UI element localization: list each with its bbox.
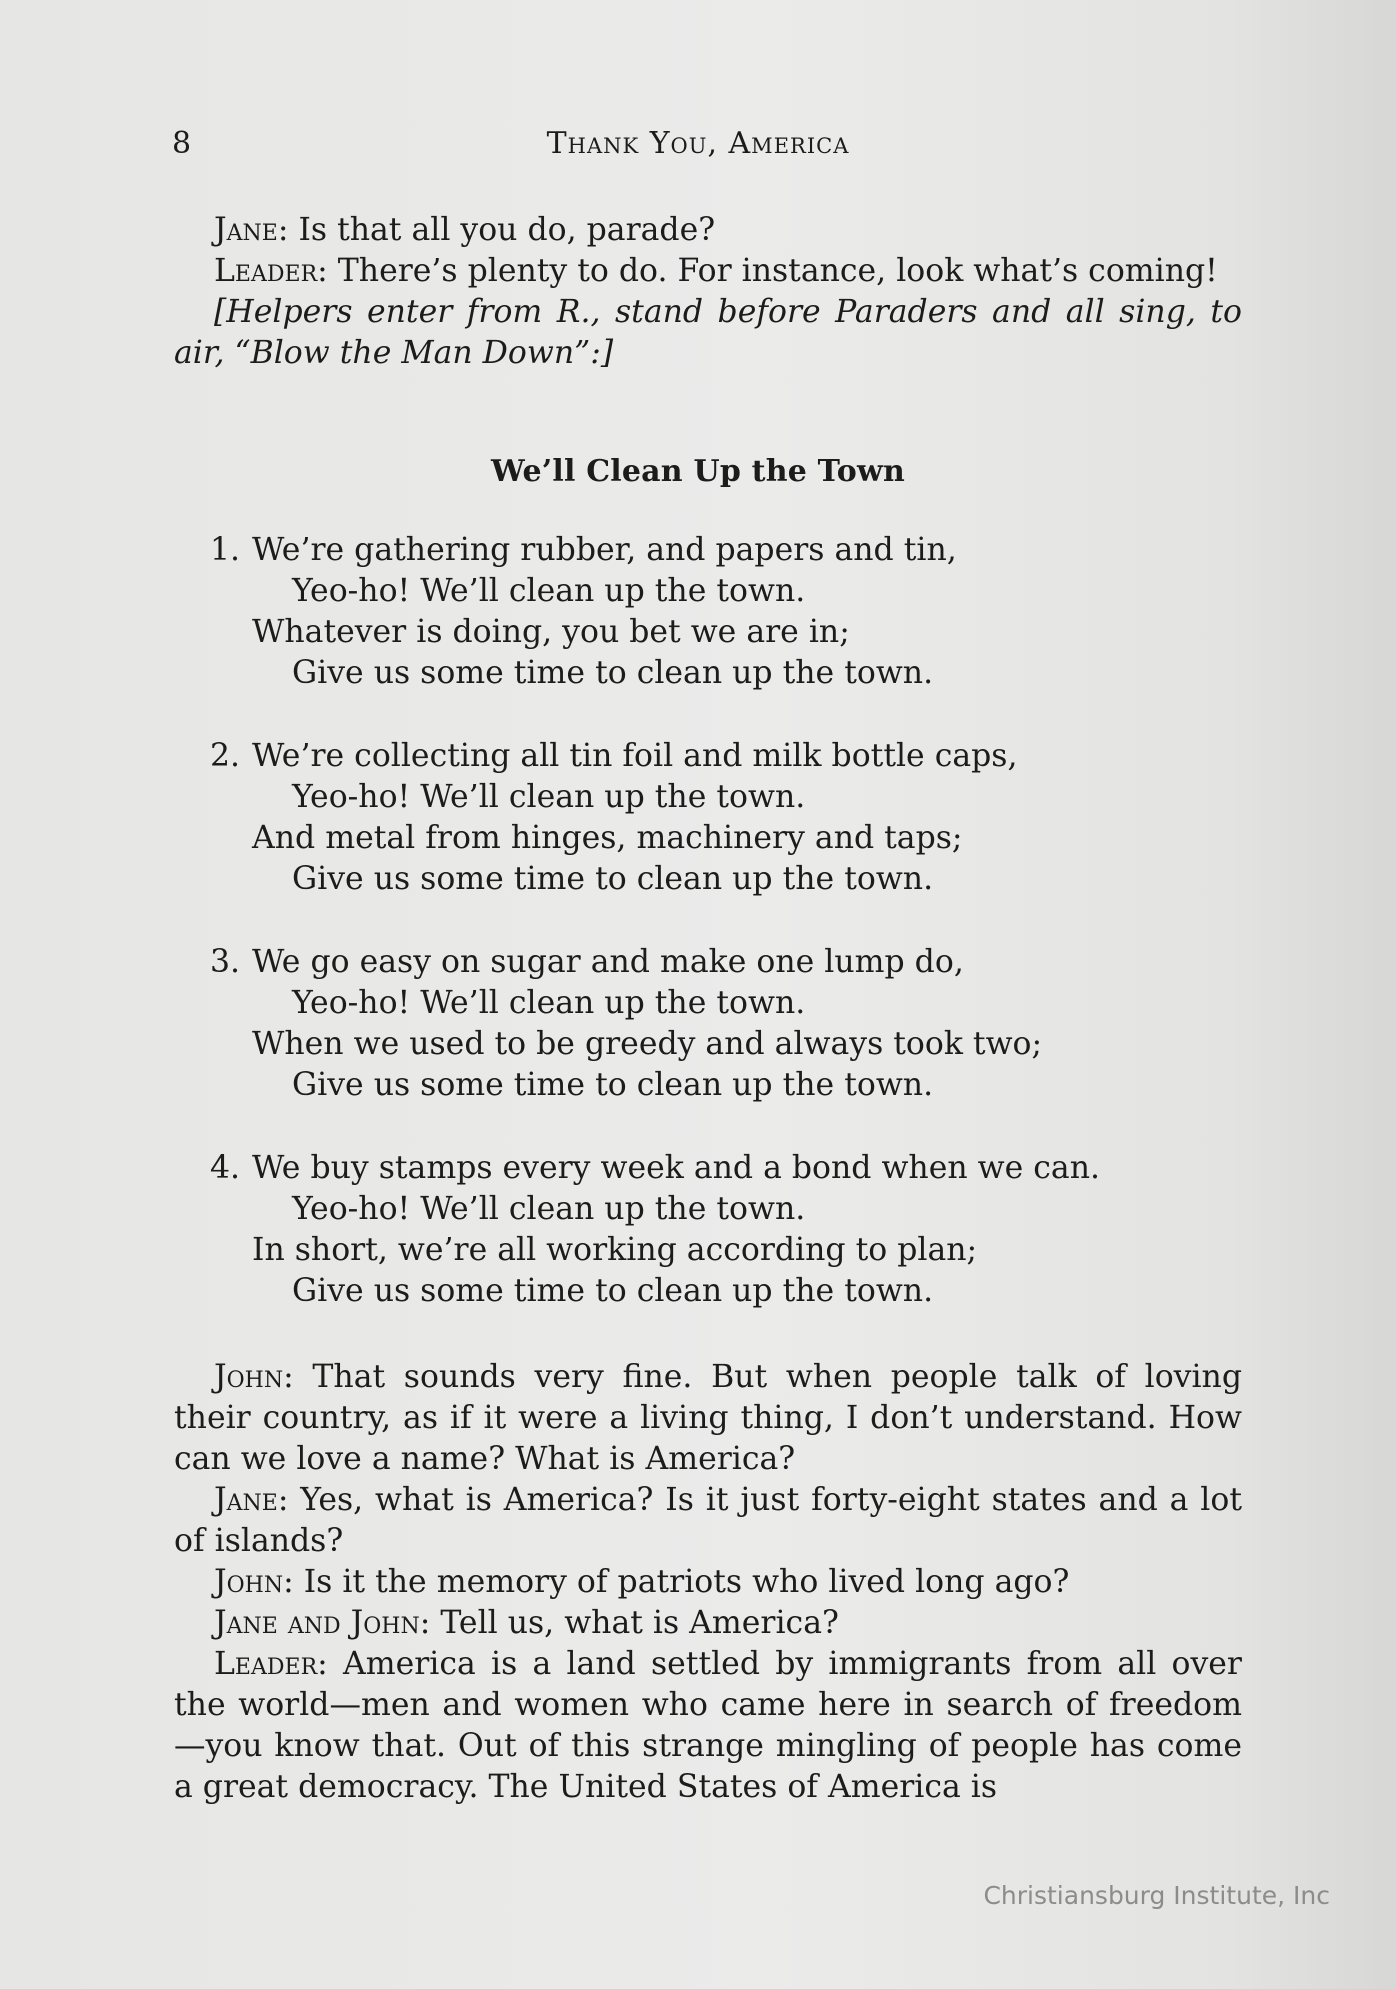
verse-refrain-line: Give us some time to clean up the town. [292, 1273, 934, 1309]
running-head: Thank You, America [546, 126, 850, 161]
speaker-name: John [214, 1359, 284, 1395]
song-title: We’ll Clean Up the Town [491, 454, 905, 489]
verse-refrain-line: Yeo-ho! We’ll clean up the town. [292, 985, 806, 1021]
watermark: Christiansburg Institute, Inc [983, 1881, 1330, 1910]
dialogue-line-john [174, 1357, 1242, 1480]
verse-line: In short, we’re all working according to plan; [252, 1232, 978, 1268]
verse-line: We’re gathering rubber, and papers and tin, [252, 532, 957, 568]
intro-line-leader [174, 251, 1242, 292]
speaker-name: Jane [214, 1482, 278, 1518]
speech-text: : America is a land settled by immigrants from all over the world—men and women who came here in search of freedom—you know that. Out of this strange mingling of people has come a great democracy. The United States of America is [174, 1646, 1242, 1805]
verse-2 [210, 736, 1210, 900]
speaker-name: Leader [214, 253, 318, 289]
verse-refrain-line: Yeo-ho! We’ll clean up the town. [292, 573, 806, 609]
intro-block [174, 210, 1242, 374]
verse-refrain-line: Give us some time to clean up the town. [292, 655, 934, 691]
verse-refrain-line: Yeo-ho! We’ll clean up the town. [292, 1191, 806, 1227]
verse-1 [210, 530, 1210, 694]
verse-3 [210, 942, 1210, 1106]
verse-line: Whatever is doing, you bet we are in; [252, 614, 850, 650]
speech-text: : Yes, what is America? Is it just forty-eight states and a lot of islands? [174, 1482, 1242, 1559]
verse-line: We buy stamps every week and a bond when we can. [252, 1150, 1100, 1186]
dialogue-line-leader [174, 1644, 1242, 1808]
speech-text: : Tell us, what is America? [419, 1605, 839, 1641]
dialogue-line-john [174, 1562, 1242, 1603]
verse-refrain-line: Give us some time to clean up the town. [292, 861, 934, 897]
speaker-name: Jane and John [214, 1605, 420, 1641]
page-header [0, 126, 1396, 170]
page-number: 8 [172, 126, 192, 161]
verse-number: 2. [210, 738, 241, 774]
speaker-name: Jane [214, 212, 278, 248]
verse-refrain-line: Yeo-ho! We’ll clean up the town. [292, 779, 806, 815]
dialogue-line-jane-and-john [174, 1603, 1242, 1644]
intro-line-jane [174, 210, 1242, 251]
stage-direction: [Helpers enter from R., stand before Paraders and all sing, to air, “Blow the Man Down”:] [174, 294, 1242, 371]
verse-refrain-line: Give us some time to clean up the town. [292, 1067, 934, 1103]
verse-line: We’re collecting all tin foil and milk bottle caps, [252, 738, 1018, 774]
verse-number: 3. [210, 944, 241, 980]
speech-text: : That sounds very fine. But when people talk of loving their country, as if it were a living thing, I don’t understand. How can we love a name? What is America? [174, 1359, 1242, 1477]
dialogue-line-jane [174, 1480, 1242, 1562]
speech-text: : Is that all you do, parade? [277, 212, 716, 248]
verse-number: 4. [210, 1150, 241, 1186]
speaker-name: John [214, 1564, 284, 1600]
verse-line: When we used to be greedy and always took two; [252, 1026, 1043, 1062]
speech-text: : Is it the memory of patriots who lived long ago? [283, 1564, 1070, 1600]
dialogue-block [174, 1357, 1242, 1808]
verse-4 [210, 1148, 1210, 1312]
verse-line: We go easy on sugar and make one lump do, [252, 944, 964, 980]
speech-text: : There’s plenty to do. For instance, look what’s coming! [317, 253, 1218, 289]
speaker-name: Leader [214, 1646, 318, 1682]
verse-number: 1. [210, 532, 241, 568]
verse-line: And metal from hinges, machinery and taps; [252, 820, 963, 856]
